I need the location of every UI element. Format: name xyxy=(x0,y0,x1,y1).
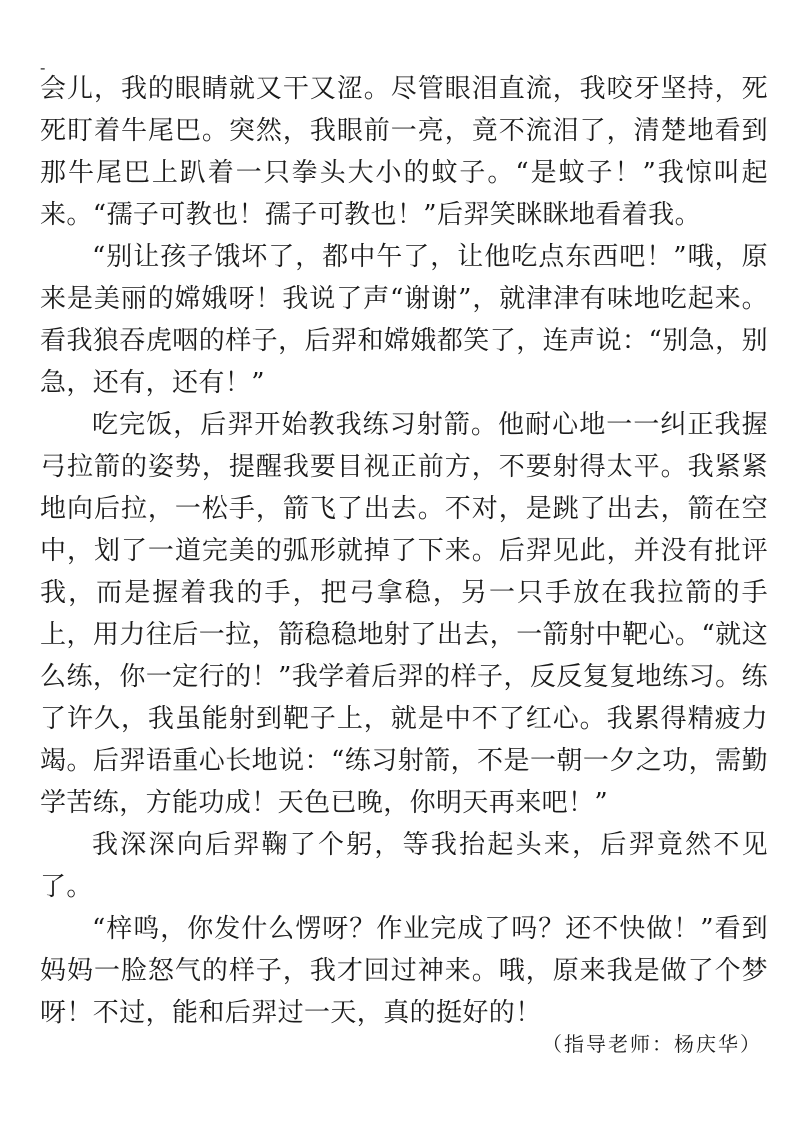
teacher-attribution: （指导老师：杨庆华） xyxy=(542,1032,762,1056)
top-mark: - xyxy=(40,58,46,77)
paragraph-change-e-lunch: “别让孩子饿坏了，都中午了，让他吃点东西吧！”哦，原来是美丽的嫦娥呀！我说了声“谢谢”，就津津有味地吃起来。看我狼吞虎咽的样子，后羿和嫦娥都笑了，连声说：“别急，别急，还有，还有！” xyxy=(40,242,768,398)
paragraph-archery-lesson: 吃完饭，后羿开始教我练习射箭。他耐心地一一纠正我握弓拉箭的姿势，提醒我要目视正前方，不要射得太平。我紧紧地向后拉，一松手，箭飞了出去。不对，是跳了出去，箭在空中，划了一道完美的弧形就掉了下来。后羿见此，并没有批评我，而是握着我的手，把弓拿稳，另一只手放在我拉箭的手上，用力往后一拉，箭稳稳地射了出去，一箭射中靶心。“就这么练，你一定行的！”我学着后羿的样子，反反复复地练习。练了许久，我虽能射到靶子上，就是中不了红心。我累得精疲力竭。后羿语重心长地说：“练习射箭，不是一朝一夕之功，需勤学苦练，方能功成！天色已晚，你明天再来吧！” xyxy=(40,410,768,818)
essay-body xyxy=(40,68,768,1034)
paragraph-continuation: 会儿，我的眼睛就又干又涩。尽管眼泪直流，我咬牙坚持，死死盯着牛尾巴。突然，我眼前一亮，竟不流泪了，清楚地看到那牛尾巴上趴着一只拳头大小的蚊子。“是蚊子！”我惊叫起来。“孺子可教也！孺子可教也！”后羿笑眯眯地看着我。 xyxy=(40,74,768,230)
paragraph-bow: 我深深向后羿鞠了个躬，等我抬起头来，后羿竟然不见了。 xyxy=(40,830,768,902)
paragraph-waking-up: “梓鸣，你发什么愣呀？作业完成了吗？还不快做！”看到妈妈一脸怒气的样子，我才回过神来。哦，原来我是做了个梦呀！不过，能和后羿过一天，真的挺好的！ xyxy=(40,914,768,1028)
